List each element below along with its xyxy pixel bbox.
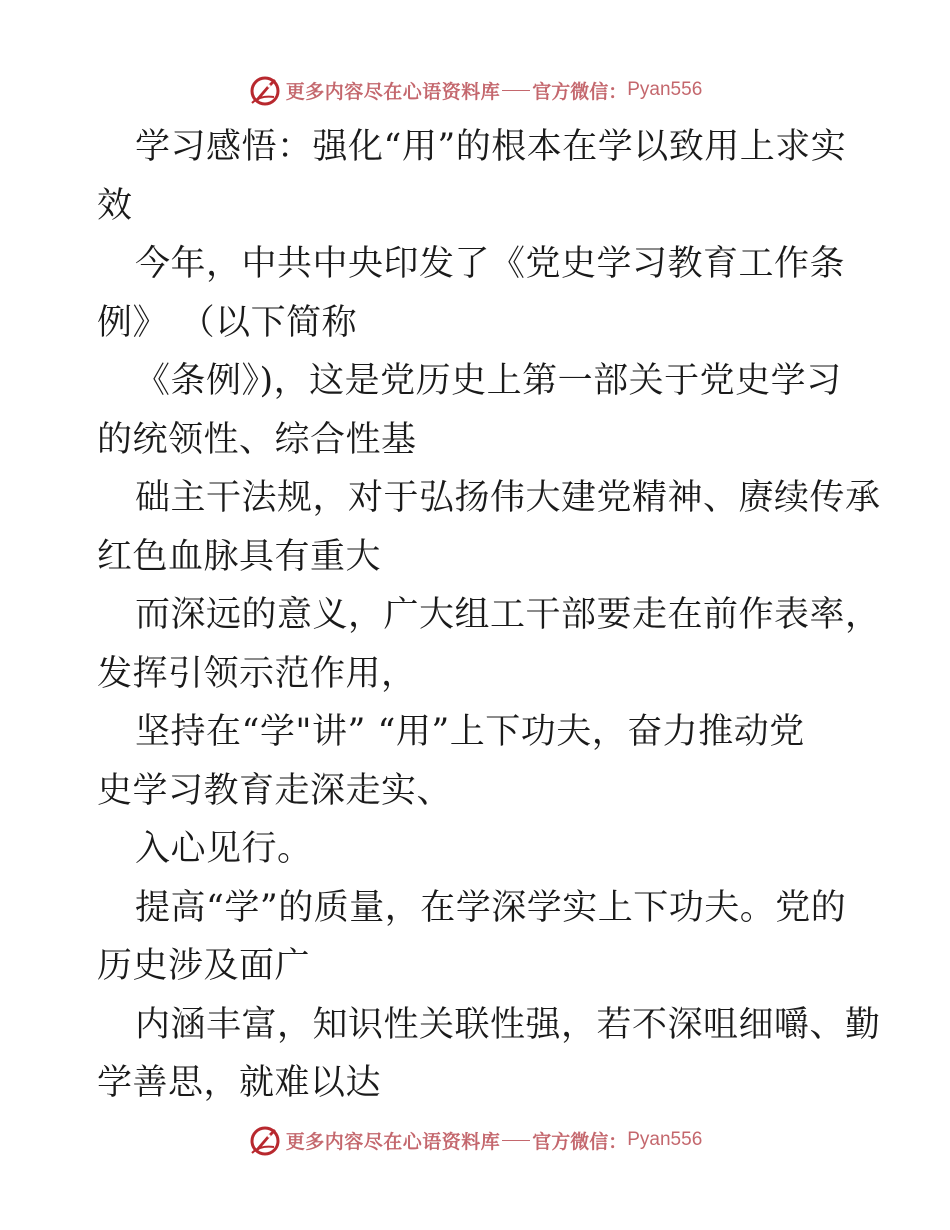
header-banner	[0, 70, 950, 110]
paragraph-first-line: 础主干法规，对于弘扬伟大建党精神、赓续传承	[135, 478, 881, 518]
banner-dash	[502, 1140, 530, 1141]
paragraph	[97, 469, 881, 586]
footer-banner	[0, 1120, 950, 1160]
paragraph	[97, 820, 857, 879]
banner-wechat-label: 官方微信：	[532, 80, 628, 103]
paragraph-continuation: 例》 （以下简称	[97, 302, 358, 343]
paragraph-continuation: 的统领性、综合性基	[97, 419, 417, 460]
paragraph-continuation: 历史涉及面广	[97, 946, 311, 986]
banner-title: 更多内容尽在心语资料库	[285, 1130, 501, 1153]
paragraph	[97, 118, 857, 235]
banner-wechat-label: 官方微信：	[532, 1130, 628, 1153]
paragraph-first-line: 今年，中共中央印发了《党史学习教育工作条	[135, 244, 846, 284]
paragraph-first-line: 入心见行。	[135, 829, 313, 869]
paragraph-continuation: 效	[97, 185, 133, 226]
paragraph-continuation: 红色血脉具有重大	[97, 536, 382, 577]
banner-wechat-id: Pyan556	[627, 1129, 703, 1150]
paragraph-continuation: 发挥引领示范作用，	[97, 653, 417, 694]
paragraph	[97, 996, 881, 1113]
paragraph	[97, 352, 857, 469]
paragraph	[97, 586, 881, 703]
pen-nib-logo-icon	[248, 1123, 282, 1157]
paragraph	[97, 879, 857, 996]
banner-wechat-id: Pyan556	[627, 79, 703, 100]
banner-title: 更多内容尽在心语资料库	[285, 80, 501, 103]
paragraph-continuation: 学善思，就难以达	[97, 1063, 382, 1103]
paragraph	[97, 703, 857, 820]
paragraph-first-line: 内涵丰富，知识性关联性强，若不深咀细嚼、勤	[135, 1004, 881, 1045]
paragraph-first-line: 而深远的意义，广大组工干部要走在前作表率，	[135, 595, 881, 635]
banner-dash	[502, 90, 530, 91]
paragraph-first-line: 提高“学”的质量，在学深学实上下功夫。党的	[135, 887, 847, 928]
document-body	[97, 118, 881, 1113]
paragraph-first-line: 学习感悟：强化“用”的根本在学以致用上求实	[135, 127, 847, 167]
paragraph-first-line: 坚持在“学"讲” “用”上下功夫，奋力推动党	[135, 712, 805, 752]
paragraph	[97, 235, 857, 352]
paragraph-first-line: 《条例》)，这是党历史上第一部关于党史学习	[135, 361, 842, 401]
paragraph-continuation: 史学习教育走深走实、	[97, 770, 453, 811]
pen-nib-logo-icon	[248, 73, 282, 107]
